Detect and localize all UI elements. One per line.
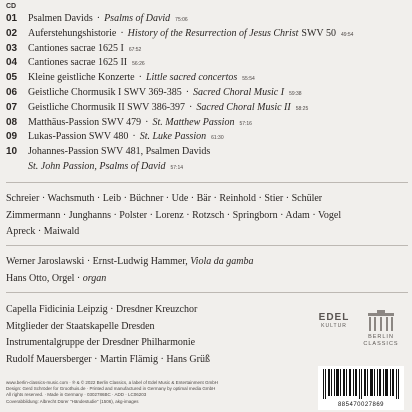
track-number: 04: [6, 57, 18, 69]
brandenburg-gate-icon: [366, 310, 396, 332]
track-title-de: Johannes-Passion SWV 481, Psalmen Davids: [28, 146, 211, 158]
footer-line: www.berlin-classics-music.com · ℗ & © 2022 Berlin Classics, a label of Edel Music & Entertainment GmbH: [6, 380, 218, 385]
track-row: [6, 28, 410, 43]
ensembles-list: [6, 302, 306, 368]
track-number: 01: [6, 13, 18, 24]
footer-line: Coverabbildung: Albrecht Dürer "Händestudie" (1506), akg-images: [6, 398, 139, 404]
track-row: [6, 131, 410, 146]
ensemble-line: Rudolf Mauersberger · Martin Flämig · Hans Grüß: [6, 353, 210, 365]
singers-list: [6, 191, 410, 241]
track-number: 06: [6, 86, 18, 98]
instrument-name: organ: [82, 272, 107, 284]
track-title-de: Cantiones sacrae 1625 II: [28, 57, 128, 69]
berlin-logo-text: BERLIN: [368, 334, 394, 340]
track-row: [6, 43, 410, 58]
track-title-en: Sacred Choral Music II: [196, 101, 291, 113]
track-duration: 61:30: [211, 135, 224, 142]
instrumentalist-names: Werner Jaroslawski · Ernst-Ludwig Hammer,: [6, 256, 188, 267]
track-duration: 58:25: [295, 105, 309, 112]
track-number: 02: [6, 27, 18, 39]
cd-label: CD: [6, 3, 17, 10]
track-title-en: Sacred Choral Music I: [193, 86, 285, 98]
singers-line: Zimmermann · Junghanns · Polster · Lorenz · Rotzsch · Springborn · Adam · Vogel: [6, 209, 342, 221]
separator: ·: [189, 101, 193, 113]
berlin-classics-logo: [358, 310, 404, 348]
instrument-name: Viola da gamba: [190, 256, 254, 267]
track-title-de: Cantiones sacrae 1625 I: [28, 42, 124, 54]
track-duration: 56:26: [132, 61, 145, 68]
divider: [6, 292, 408, 293]
track-title-de-suffix: SWV 50: [301, 27, 336, 39]
track-title-de: Geistliche Chormusik I SWV 369-385: [28, 86, 182, 98]
track-number: 07: [6, 101, 18, 113]
divider: [6, 182, 408, 183]
track-number: 09: [6, 131, 18, 143]
track-row: [6, 102, 410, 117]
ensemble-line: Instrumentalgruppe der Dresdner Philharmonie: [6, 337, 196, 348]
divider: [6, 245, 408, 246]
track-row: [6, 146, 410, 161]
edel-kultur-logo: [318, 312, 350, 329]
separator: ·: [132, 131, 136, 143]
track-row: [6, 117, 410, 132]
singers-line: Schreier · Wachsmuth · Leib · Büchner · Ude · Bär · Reinhold · Stier · Schüler: [6, 193, 323, 204]
track-duration: 59:38: [289, 90, 302, 97]
track-row-continued: [6, 161, 410, 176]
singers-line: Apreck · Maiwald: [6, 226, 80, 237]
track-duration: 55:54: [242, 76, 255, 83]
track-duration: 75:06: [175, 17, 188, 23]
instrumentalist-line: [6, 271, 410, 288]
ensemble-line: Mitglieder der Staatskapelle Dresden: [6, 320, 155, 332]
separator: ·: [120, 27, 124, 39]
separator: ·: [138, 72, 142, 84]
instrumentalist-names: Hans Otto, Orgel ·: [6, 272, 81, 284]
track-duration: 57:14: [170, 164, 184, 171]
instrumentalists-list: [6, 254, 410, 287]
separator: ·: [185, 86, 190, 98]
separator: ·: [145, 116, 149, 128]
track-title-en: Little sacred concertos: [145, 72, 238, 84]
track-title-en: St. John Passion, Psalms of David: [28, 160, 166, 172]
separator: ·: [96, 13, 101, 24]
track-row: [6, 87, 410, 102]
track-duration: 67:52: [128, 46, 142, 53]
track-duration: 49:54: [340, 31, 354, 38]
classics-logo-text: CLASSICS: [363, 341, 399, 347]
track-list: [6, 13, 410, 176]
barcode: [318, 366, 404, 410]
track-row: [6, 13, 410, 28]
footer-line: All rights reserved. · Made in Germany · 0302786BC · ADD · LC06203: [6, 392, 147, 398]
track-row: [6, 57, 410, 72]
footer-credits: [6, 380, 286, 405]
track-title-de: Geistliche Chormusik II SWV 386-397: [28, 101, 186, 113]
track-duration: 57:16: [239, 120, 252, 127]
track-title-de: Auferstehungshistorie: [28, 27, 117, 39]
instrumentalist-line: [6, 254, 410, 271]
track-title-de: Matthäus-Passion SWV 479: [28, 116, 142, 128]
barcode-digits: 885470027869: [337, 402, 385, 408]
track-number: 10: [6, 146, 18, 158]
footer-line: Design: Gerd Schröder for Groothuis.de · Printed and manufactured in Germany by optimal media GmbH: [6, 386, 216, 392]
track-row: [6, 72, 410, 87]
track-title-en: Psalms of David: [104, 13, 171, 24]
track-title-de: Lukas-Passion SWV 480: [28, 131, 129, 143]
track-title-en: History of the Resurrection of Jesus Christ: [127, 27, 299, 39]
track-title-en: St. Matthew Passion: [152, 116, 235, 128]
track-title-de: Kleine geistliche Konzerte: [28, 72, 135, 84]
ensemble-line: Capella Fidicinia Leipzig · Dresdner Kreuzchor: [6, 304, 198, 315]
track-number: 03: [6, 42, 18, 54]
track-number: 08: [6, 116, 18, 128]
track-title-de: Psalmen Davids: [28, 13, 93, 24]
barcode-bars-icon: [323, 369, 399, 399]
edel-logo-text: EDEL: [318, 312, 350, 323]
track-number: 05: [6, 72, 18, 84]
track-title-en: St. Luke Passion: [139, 131, 207, 143]
kultur-logo-text: KULTUR: [321, 323, 347, 329]
